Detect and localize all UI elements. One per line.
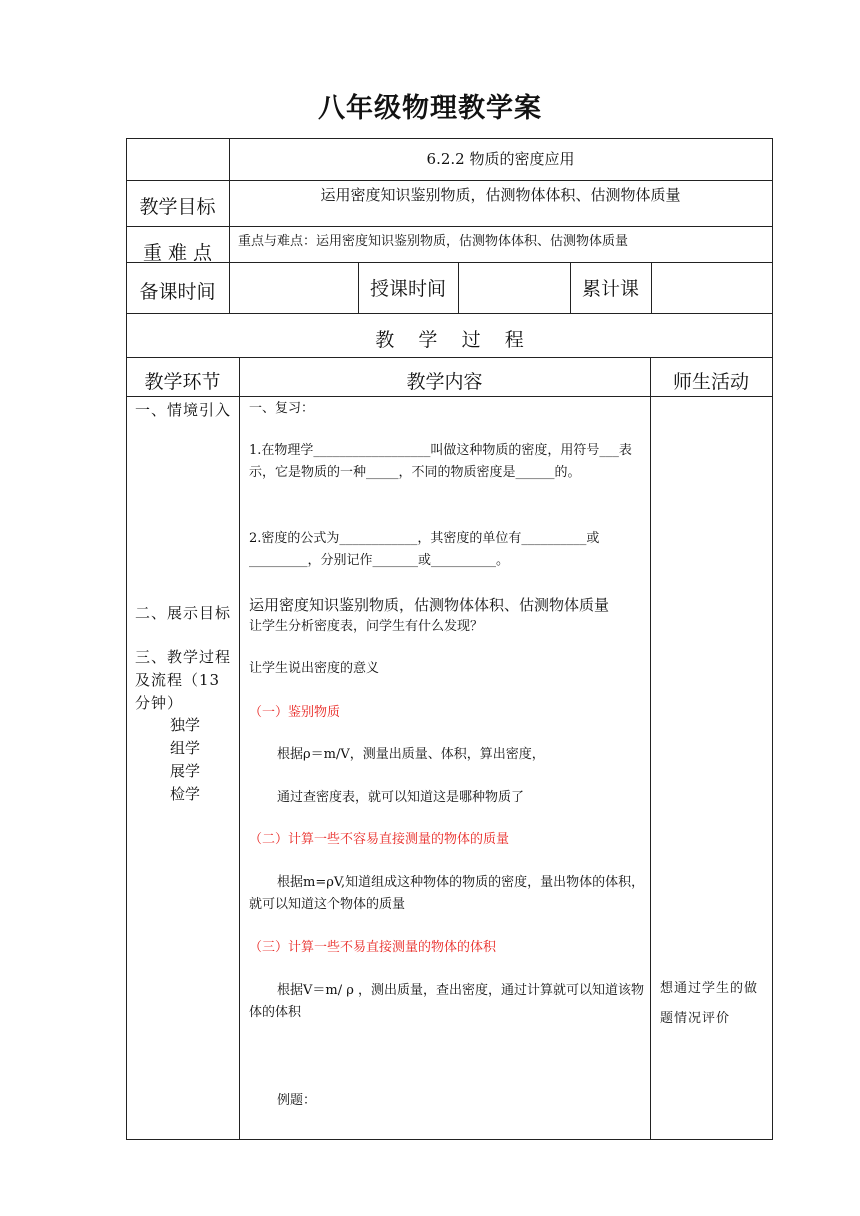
objectives-text: 运用密度知识鉴别物质，估测物体体积、估测物体质量 [320, 186, 681, 204]
section-heading-identify: （一）鉴别物质 [249, 705, 341, 720]
teach-time-label: 授课时间 [369, 278, 446, 300]
prep-time-label: 备课时间 [139, 281, 216, 303]
process-heading: 教 学 过 程 [375, 329, 524, 351]
review-question-1: 1.在物理学__________________叫做这种物质的密度，用符号___表示，它是物质的一种_____，不同的物质密度是______的。 [249, 443, 632, 480]
cumulative-label: 累计课 [581, 278, 639, 300]
row-divider [126, 226, 773, 227]
review-heading: 一、复习： [249, 401, 315, 416]
stage-sub-presentation: 展学 [170, 762, 201, 780]
document-title: 八年级物理教学案 [318, 93, 542, 124]
section-heading-mass: （二）计算一些不容易直接测量的物体的质量 [249, 832, 510, 847]
column-divider [650, 357, 651, 1140]
column-header-stage: 教学环节 [144, 371, 221, 393]
row-divider [126, 396, 773, 397]
stage-intro: 一、情境引入 [135, 401, 232, 419]
column-divider [458, 262, 459, 314]
table-border-top [126, 138, 773, 139]
identify-step-2: 通过查密度表，就可以知道这是哪种物质了 [277, 790, 525, 805]
volume-explanation: 根据V＝m/ ρ ，测出质量，查出密度，通过计算就可以知道该物体的体积 [249, 983, 645, 1020]
column-header-content: 教学内容 [406, 371, 483, 393]
row-divider [126, 313, 773, 314]
identify-step-1: 根据ρ＝m/V，测量出质量、体积，算出密度， [277, 747, 545, 762]
table-border-right [772, 138, 773, 1140]
lesson-title: 6.2.2 物质的密度应用 [426, 150, 575, 168]
row-divider [126, 180, 773, 181]
lesson-goal: 运用密度知识鉴别物质，估测物体体积、估测物体质量 [249, 596, 610, 614]
key-points-text: 重点与难点：运用密度知识鉴别物质，估测物体体积、估测物体质量 [238, 234, 629, 249]
stage-sub-check: 检学 [170, 785, 201, 803]
section-heading-volume: （三）计算一些不易直接测量的物体的体积 [249, 940, 497, 955]
column-divider [239, 357, 240, 1140]
objectives-label: 教学目标 [139, 196, 216, 218]
stage-sub-self-study: 独学 [170, 716, 201, 734]
key-points-label: 重 难 点 [142, 242, 213, 264]
column-header-activity: 师生活动 [672, 371, 749, 393]
table-border-bottom [126, 1139, 773, 1140]
analyze-prompt: 让学生分析密度表，问学生有什么发现？ [249, 619, 484, 634]
meaning-prompt: 让学生说出密度的意义 [249, 661, 380, 676]
review-question-2: 2.密度的公式为____________，其密度的单位有__________或_________，分别记作_______或__________。 [249, 531, 600, 568]
stage-sub-group-study: 组学 [170, 739, 201, 757]
stage-process: 三、教学过程及流程（13分钟） [135, 648, 232, 712]
activity-note: 想通过学生的做题情况评价 [660, 981, 759, 1026]
example-label: 例题： [277, 1093, 317, 1108]
column-divider [651, 262, 652, 314]
row-divider [126, 357, 773, 358]
mass-explanation: 根据m=ρV,知道组成这种物体的物质的密度，量出物体的体积，就可以知道这个物体的质量 [249, 875, 645, 912]
stage-goals: 二、展示目标 [135, 604, 232, 622]
